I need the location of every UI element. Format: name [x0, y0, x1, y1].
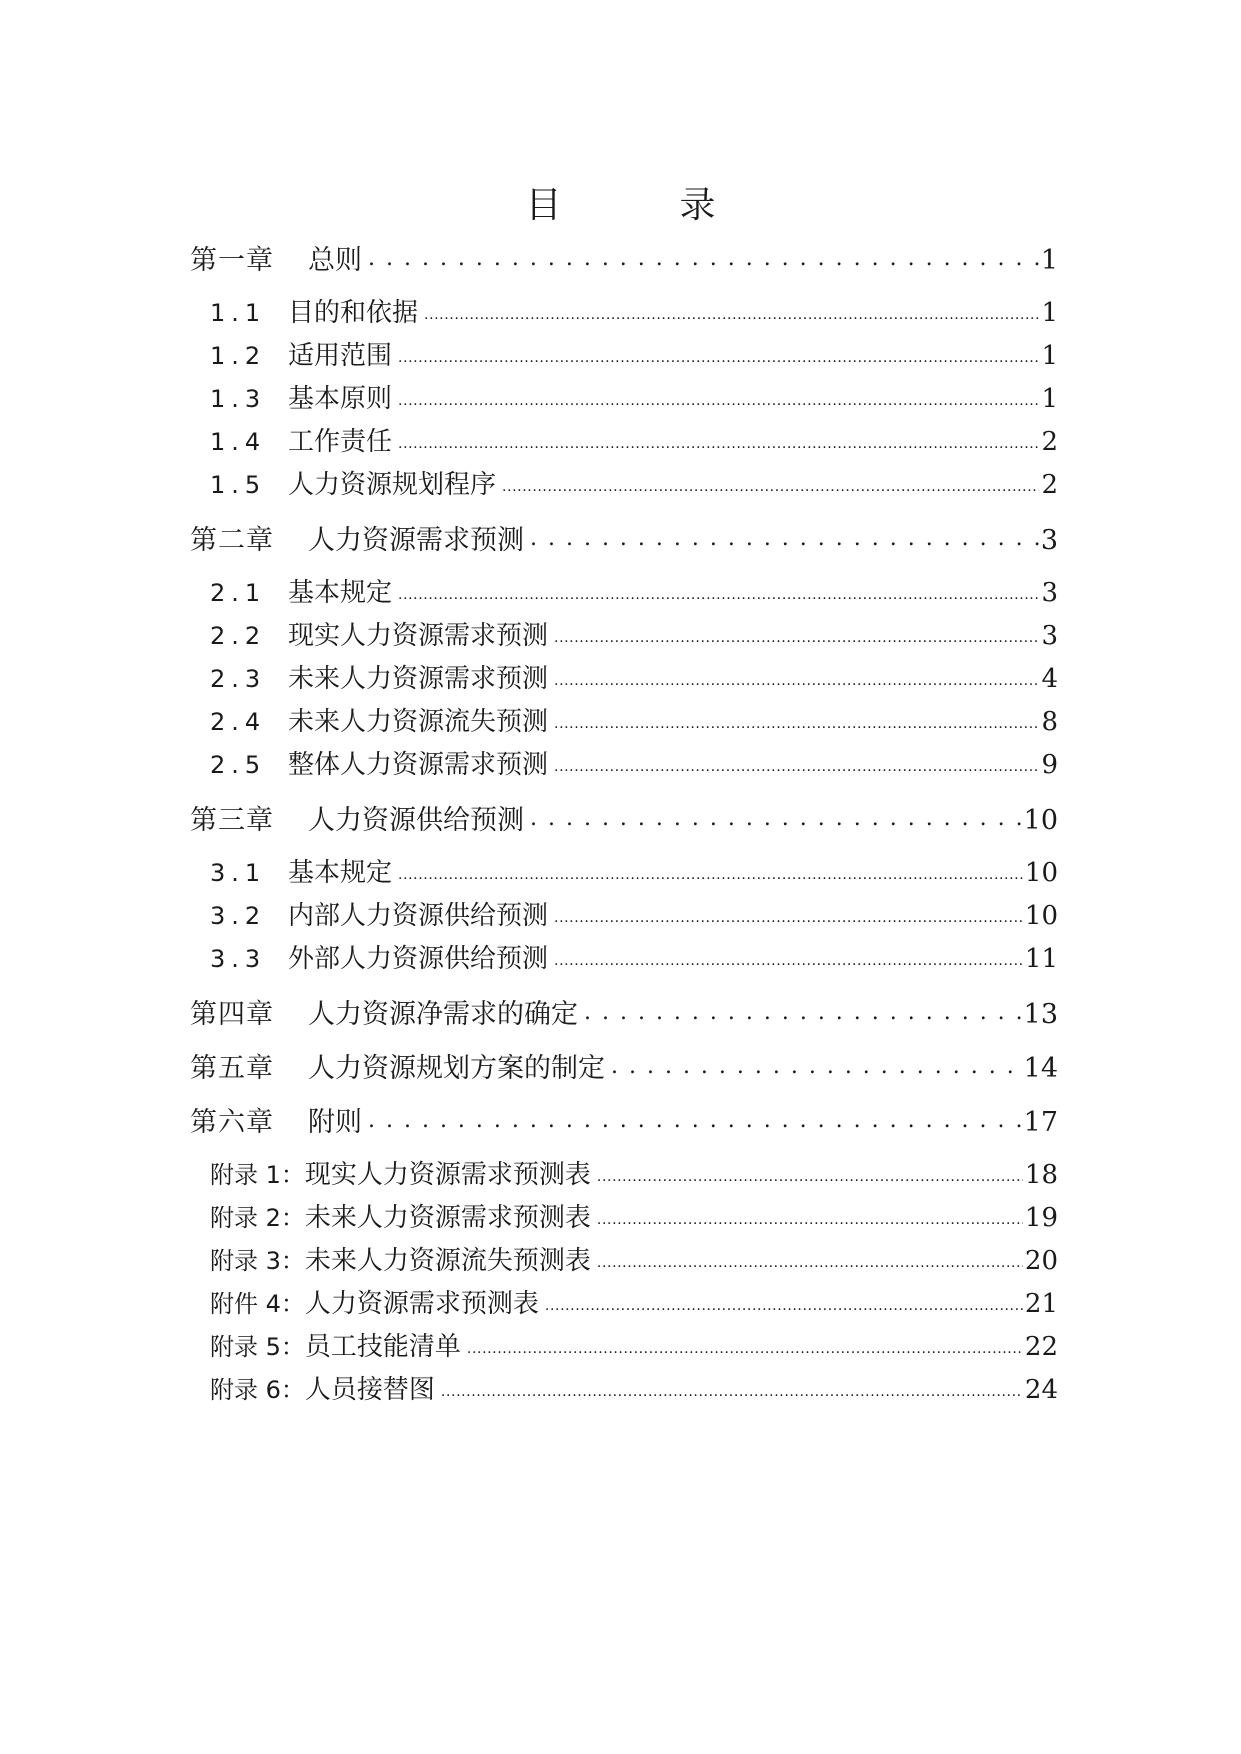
toc-number: 第三章	[190, 805, 274, 836]
toc-number: 第六章	[190, 1107, 274, 1138]
toc-label: 基本规定	[288, 578, 393, 608]
dot-leader	[611, 1050, 1022, 1077]
toc-label: 人力资源规划方案的制定	[308, 1053, 605, 1084]
dot-leader	[545, 1286, 1023, 1312]
toc-page-number: 8	[1041, 707, 1058, 737]
toc-number: 附件 4：	[210, 1290, 305, 1318]
toc-label: 人员接替图	[304, 1375, 435, 1405]
toc-number: 1.5	[210, 471, 267, 499]
toc-number: 2.2	[210, 622, 267, 650]
dot-leader	[530, 522, 1039, 549]
toc-label: 总则	[308, 245, 362, 276]
toc-page-number: 10	[1024, 858, 1058, 888]
toc-label: 内部人力资源供给预测	[288, 901, 549, 931]
toc-entry-chapter-6[interactable]	[190, 1100, 1058, 1139]
toc-number: 2.5	[210, 751, 267, 779]
toc-number: 1.1	[210, 299, 267, 327]
toc-entry-2-3[interactable]	[210, 658, 1058, 695]
toc-label: 整体人力资源需求预测	[288, 750, 549, 780]
dot-leader	[398, 575, 1039, 601]
toc-entry-appendix-5[interactable]	[210, 1326, 1058, 1363]
dot-leader	[502, 467, 1039, 493]
toc-page-number: 13	[1023, 999, 1058, 1030]
page-title	[0, 172, 1241, 232]
toc-entry-appendix-3[interactable]	[210, 1240, 1058, 1277]
toc-label: 人力资源净需求的确定	[308, 999, 578, 1030]
dot-leader	[554, 618, 1039, 644]
toc-entry-chapter-1[interactable]	[190, 238, 1058, 277]
title-char-1: 目	[525, 184, 562, 226]
dot-leader	[597, 1243, 1023, 1269]
dot-leader	[597, 1157, 1023, 1183]
dot-leader	[554, 704, 1039, 730]
dot-leader	[530, 802, 1022, 829]
toc-label: 附则	[308, 1107, 362, 1138]
toc-entry-chapter-2[interactable]	[190, 518, 1058, 557]
dot-leader	[554, 747, 1039, 773]
toc-page-number: 2	[1041, 427, 1058, 457]
toc-label: 未来人力资源需求预测表	[304, 1203, 591, 1233]
toc-entry-2-5[interactable]	[210, 744, 1058, 781]
toc-number: 1.4	[210, 428, 267, 456]
toc-page-number: 10	[1024, 901, 1058, 931]
toc-number: 附录 3：	[210, 1247, 305, 1275]
toc-page-number: 4	[1041, 664, 1058, 694]
toc-label: 目的和依据	[288, 298, 419, 328]
toc-label: 基本规定	[288, 858, 393, 888]
toc-entry-1-4[interactable]	[210, 421, 1058, 458]
toc-entry-appendix-2[interactable]	[210, 1197, 1058, 1234]
toc-entry-appendix-4[interactable]	[210, 1283, 1058, 1320]
toc-entry-1-2[interactable]	[210, 335, 1058, 372]
toc-page-number: 10	[1023, 805, 1058, 836]
toc-page-number: 3	[1041, 578, 1058, 608]
toc-page-number: 2	[1041, 470, 1058, 500]
toc-page-number: 1	[1041, 298, 1058, 328]
dot-leader	[584, 996, 1022, 1023]
dot-leader	[368, 1104, 1022, 1131]
toc-number: 3.1	[210, 859, 267, 887]
toc-label: 现实人力资源需求预测	[288, 621, 549, 651]
toc-page-number: 17	[1023, 1107, 1058, 1138]
toc-number: 第五章	[190, 1053, 274, 1084]
toc-page-number: 9	[1041, 750, 1058, 780]
toc-number: 1.3	[210, 385, 267, 413]
toc-number: 附录 5：	[210, 1333, 305, 1361]
toc-page-number: 24	[1024, 1375, 1058, 1405]
toc-label: 未来人力资源流失预测表	[304, 1246, 591, 1276]
toc-label: 人力资源供给预测	[308, 805, 524, 836]
toc-number: 3.3	[210, 945, 267, 973]
toc-page-number: 20	[1024, 1246, 1058, 1276]
toc-entry-chapter-3[interactable]	[190, 798, 1058, 837]
toc-page-number: 1	[1040, 245, 1058, 276]
toc-entry-3-2[interactable]	[210, 895, 1058, 932]
toc-entry-chapter-4[interactable]	[190, 992, 1058, 1031]
toc-page-number: 11	[1024, 944, 1058, 974]
toc-label: 未来人力资源需求预测	[288, 664, 549, 694]
toc-number: 1.2	[210, 342, 267, 370]
toc-label: 外部人力资源供给预测	[288, 944, 549, 974]
toc-page-number: 21	[1024, 1289, 1058, 1319]
toc-page-number: 1	[1041, 384, 1058, 414]
dot-leader	[597, 1200, 1023, 1226]
toc-page-number: 14	[1023, 1053, 1058, 1084]
toc-label: 工作责任	[288, 427, 393, 457]
toc-number: 第四章	[190, 999, 274, 1030]
toc-entry-chapter-5[interactable]	[190, 1046, 1058, 1085]
toc-entry-2-4[interactable]	[210, 701, 1058, 738]
toc-entry-1-1[interactable]	[210, 292, 1058, 329]
toc-number: 第二章	[190, 525, 274, 556]
toc-number: 附录 1：	[210, 1161, 305, 1189]
toc-entry-appendix-6[interactable]	[210, 1369, 1058, 1406]
dot-leader	[424, 295, 1039, 321]
toc-number: 2.4	[210, 708, 267, 736]
dot-leader	[554, 941, 1023, 967]
dot-leader	[554, 898, 1023, 924]
toc-label: 未来人力资源流失预测	[288, 707, 549, 737]
toc-entry-appendix-1[interactable]	[210, 1154, 1058, 1191]
toc-number: 2.1	[210, 579, 267, 607]
toc-label: 人力资源规划程序	[288, 470, 497, 500]
toc-number: 第一章	[190, 245, 274, 276]
toc-entry-2-1[interactable]	[210, 572, 1058, 609]
toc-entry-1-3[interactable]	[210, 378, 1058, 415]
toc-number: 2.3	[210, 665, 267, 693]
dot-leader	[398, 424, 1039, 450]
toc-page-number: 1	[1041, 341, 1058, 371]
dot-leader	[467, 1329, 1023, 1355]
toc-page-number: 22	[1024, 1332, 1058, 1362]
toc-label: 人力资源需求预测表	[304, 1289, 539, 1319]
dot-leader	[398, 855, 1023, 881]
toc-label: 基本原则	[288, 384, 393, 414]
dot-leader	[398, 338, 1039, 364]
toc-entry-3-3[interactable]	[210, 938, 1058, 975]
toc-page-number: 18	[1024, 1160, 1058, 1190]
toc-number: 3.2	[210, 902, 267, 930]
toc-page-number: 3	[1041, 621, 1058, 651]
toc-page-number: 3	[1040, 525, 1058, 556]
toc-label: 适用范围	[288, 341, 393, 371]
dot-leader	[441, 1372, 1023, 1398]
toc-entry-1-5[interactable]	[210, 464, 1058, 501]
dot-leader	[368, 242, 1039, 269]
dot-leader	[554, 661, 1039, 687]
toc-page-number: 19	[1024, 1203, 1058, 1233]
toc-entry-3-1[interactable]	[210, 852, 1058, 889]
toc-label: 现实人力资源需求预测表	[304, 1160, 591, 1190]
title-char-2: 录	[679, 184, 716, 226]
toc-entry-2-2[interactable]	[210, 615, 1058, 652]
toc-number: 附录 6：	[210, 1376, 305, 1404]
toc-label: 人力资源需求预测	[308, 525, 524, 556]
dot-leader	[398, 381, 1039, 407]
toc-label: 员工技能清单	[304, 1332, 461, 1362]
toc-number: 附录 2：	[210, 1204, 305, 1232]
